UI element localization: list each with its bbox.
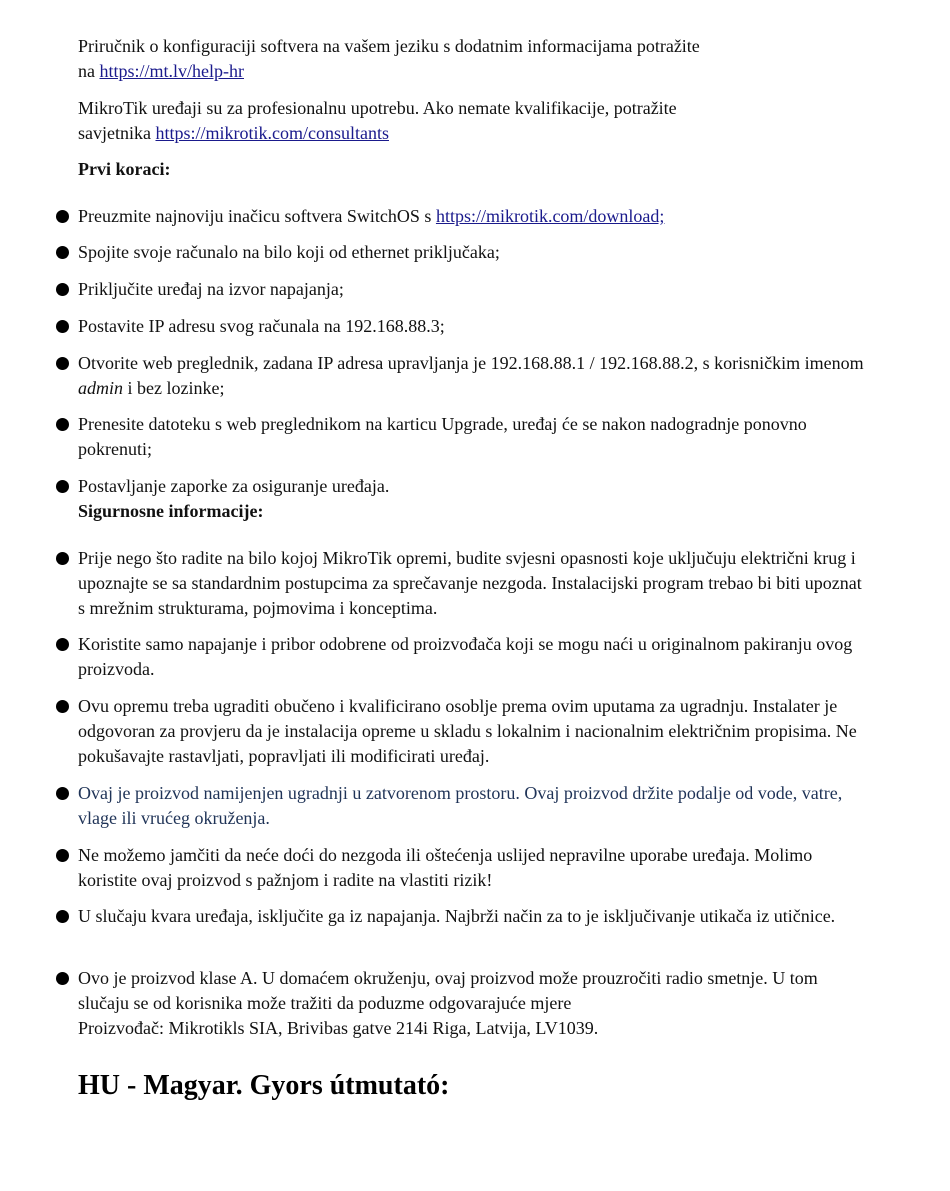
- list-item-text: Spojite svoje računalo na bilo koji od ethernet priključaka;: [78, 242, 500, 262]
- bullet-icon: [56, 418, 69, 431]
- list-item-text: Otvorite web preglednik, zadana IP adresa upravljanja je 192.168.88.1 / 192.168.88.2, s korisničkim imenom: [78, 353, 864, 373]
- bullet-icon: [56, 480, 69, 493]
- list-item-suffix: i bez lozinke;: [123, 378, 225, 398]
- list-item: [78, 240, 868, 265]
- list-item-text: Preuzmite najnoviju inačicu softvera SwitchOS s: [78, 206, 436, 226]
- list-item-text: Postavite IP adresu svog računala na 192.168.88.3;: [78, 316, 445, 336]
- consultants-link[interactable]: https://mikrotik.com/consultants: [155, 123, 389, 143]
- list-item: [78, 632, 868, 682]
- list-item-text: Ne možemo jamčiti da neće doći do nezgoda ili oštećenja uslijed nepravilne uporabe uređaja. Molimo koristite ovaj proizvod s pažnjom i radite na vlastiti rizik!: [78, 845, 813, 890]
- bullet-icon: [56, 700, 69, 713]
- bullet-icon: [56, 246, 69, 259]
- list-item: [78, 204, 868, 229]
- bullet-icon: [56, 787, 69, 800]
- bullet-icon: [56, 210, 69, 223]
- list-item-text: Ovaj je proizvod namijenjen ugradnji u zatvorenom prostoru. Ovaj proizvod držite podalje od vode, vatre, vlage ili vrućeg okruženja.: [78, 783, 843, 828]
- list-item: [78, 277, 868, 302]
- list-item-text: Prije nego što radite na bilo kojoj MikroTik opremi, budite svjesni opasnosti koje uključuju električni krug i upoznajte se sa standardnim postupcima za sprečavanje nezgoda. Instalacijski program trebao bi biti upoznat s mrežnim strukturama, pojmovima i konceptima.: [78, 548, 862, 618]
- username-text: admin: [78, 378, 123, 398]
- list-item: [78, 904, 868, 929]
- bullet-icon: [56, 972, 69, 985]
- list-item-text: Ovu opremu treba ugraditi obučeno i kvalificirano osoblje prema ovim uputama za ugradnju. Instalater je odgovoran za provjeru da je instalacija opreme u skladu s lokalnim i nacionalnim električnim propisima. Ne pokušavajte rastavljati, popravljati ili modificirati uređaj.: [78, 696, 857, 766]
- list-item: [78, 351, 868, 401]
- bullet-icon: [56, 357, 69, 370]
- bullet-icon: [56, 320, 69, 333]
- list-item-text: Prenesite datoteku s web preglednikom na karticu Upgrade, uređaj će se nakon nadogradnje ponovno pokrenuti;: [78, 414, 807, 459]
- list-item-text: U slučaju kvara uređaja, isključite ga iz napajanja. Najbrži način za to je isključivanje utikača iz utičnice.: [78, 906, 836, 926]
- list-item: [78, 781, 868, 831]
- bullet-icon: [56, 638, 69, 651]
- list-item: [78, 314, 868, 339]
- download-link[interactable]: https://mikrotik.com/download;: [435, 206, 665, 226]
- safety-heading: Sigurnosne informacije:: [78, 501, 264, 521]
- intro-help-text: Priručnik o konfiguraciji softvera na vašem jeziku s dodatnim informacijama potražite: [78, 36, 700, 56]
- help-link[interactable]: https://mt.lv/help-hr: [99, 61, 244, 81]
- list-item: [78, 474, 868, 499]
- intro-consultants-paragraph: [78, 96, 898, 146]
- list-item-text: Ovo je proizvod klase A. U domaćem okruženju, ovaj proizvod može prouzročiti radio smetnje. U tom slučaju se od korisnika može tražiti da poduzme odgovarajuće mjere: [78, 968, 818, 1013]
- bullet-icon: [56, 910, 69, 923]
- list-item: [78, 694, 868, 769]
- intro-help-paragraph: [78, 34, 898, 84]
- intro-consultants-text: MikroTik uređaji su za profesionalnu upotrebu. Ako nemate kvalifikacije, potražite: [78, 98, 677, 118]
- bullet-icon: [56, 849, 69, 862]
- bullet-icon: [56, 283, 69, 296]
- list-item-text: Koristite samo napajanje i pribor odobrene od proizvođača koji se mogu naći u originalnom pakiranju ovog proizvoda.: [78, 634, 853, 679]
- first-steps-heading: Prvi koraci:: [78, 159, 171, 179]
- bullet-icon: [56, 552, 69, 565]
- intro-consultants-prefix: savjetnika: [78, 123, 156, 143]
- manufacturer-text: Proizvođač: Mikrotikls SIA, Brivibas gatve 214i Riga, Latvija, LV1039.: [78, 1018, 599, 1038]
- list-item: [78, 546, 868, 621]
- list-item: [78, 412, 868, 462]
- section-title: HU - Magyar. Gyors útmutató:: [78, 1070, 450, 1101]
- intro-help-prefix: na: [78, 61, 100, 81]
- list-item: [78, 966, 868, 1041]
- list-item-text: Priključite uređaj na izvor napajanja;: [78, 279, 344, 299]
- list-item-text: Postavljanje zaporke za osiguranje uređaja.: [78, 476, 390, 496]
- list-item: [78, 843, 868, 893]
